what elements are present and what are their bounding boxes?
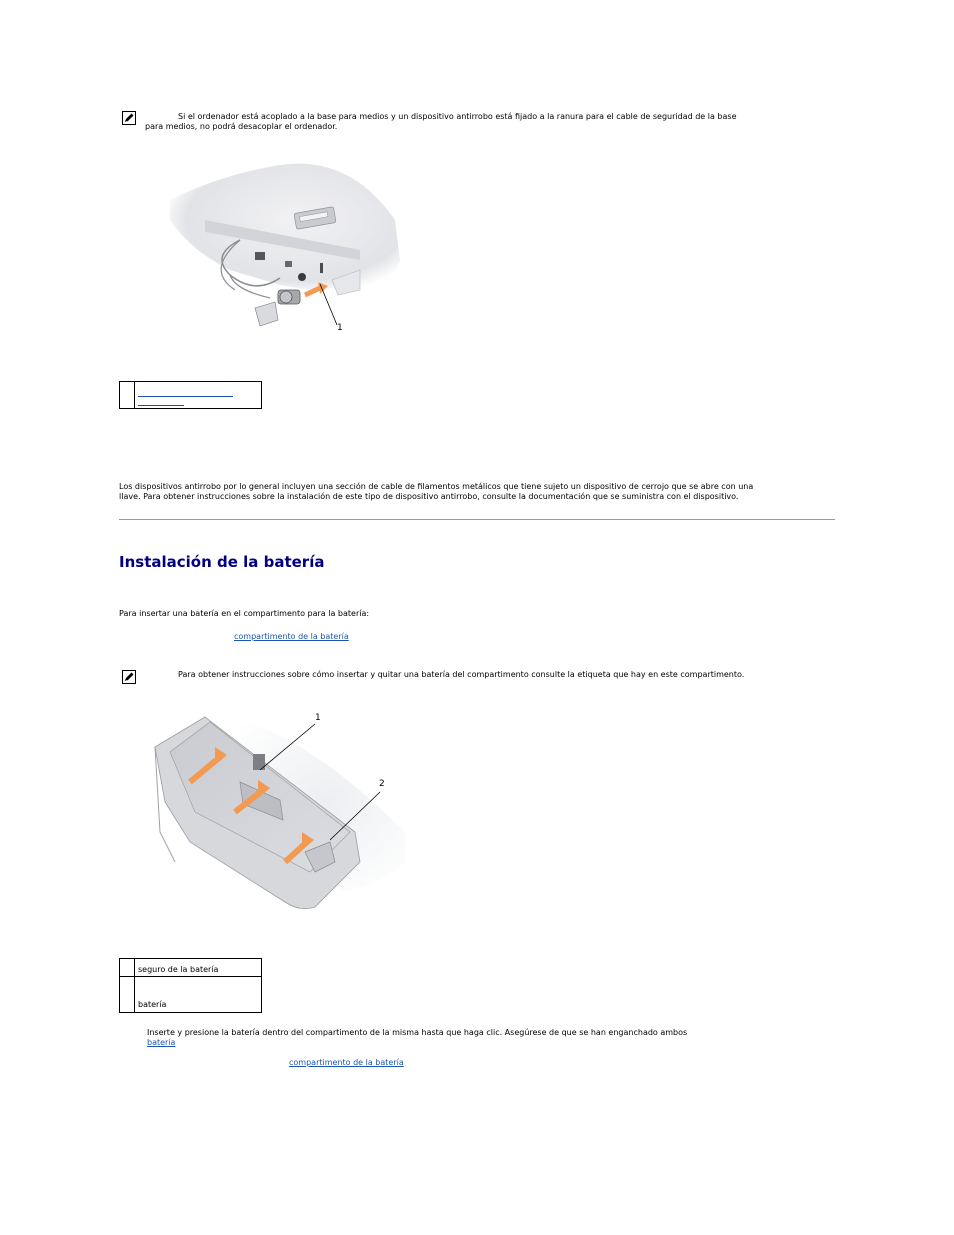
note-1-line-1: Si el ordenador está acoplado a la base para medios y un dispositivo antirrobo está fijado a la ranura para el cable de seguridad de la base xyxy=(178,112,737,121)
legend-label xyxy=(135,382,262,409)
figure-2-callout-2: 2 xyxy=(379,779,385,789)
battery-install-illustration xyxy=(145,712,410,917)
step-2-body: Inserte y presione la batería dentro del compartimento de la misma hasta que haga clic. Asegúrese de que se han enganchado ambos xyxy=(147,1028,688,1037)
battery-bay-link-2[interactable]: compartimento de la batería xyxy=(289,1058,404,1067)
note-2-text: Para obtener instrucciones sobre cómo insertar y quitar una batería del compartimento consulte la etiqueta que hay en este compartimento. xyxy=(178,670,745,679)
legend-label: seguro de la batería xyxy=(135,959,262,977)
battery-latch-link[interactable]: batería xyxy=(147,1038,176,1047)
note-pencil-icon xyxy=(122,670,136,684)
table-row xyxy=(120,977,262,1013)
legend-num xyxy=(120,977,135,1013)
legend-table-2 xyxy=(119,958,262,1013)
legend-table-1 xyxy=(119,381,262,409)
legend-num xyxy=(120,382,135,409)
paragraph-line-1: Los dispositivos antirrobo por lo general incluyen una sección de cable de filamentos metálicos que tiene sujeto un dispositivo de cerrojo que se abre con una xyxy=(119,482,754,491)
legend-num xyxy=(120,959,135,977)
battery-bay-link-1[interactable]: compartimento de la batería xyxy=(234,632,349,641)
broken-link-line[interactable] xyxy=(138,397,184,406)
note-1-line-2: para medios, no podrá desacoplar el ordenador. xyxy=(145,122,338,131)
section-title: Instalación de la batería xyxy=(119,553,325,571)
broken-link-line[interactable] xyxy=(138,389,233,397)
legend-label: batería xyxy=(135,977,262,1013)
table-row xyxy=(120,382,262,409)
paragraph-line-2: llave. Para obtener instrucciones sobre la instalación de este tipo de dispositivo antirrobo, consulte la documentación que se suministra con el dispositivo. xyxy=(119,492,739,501)
figure-2-callout-1: 1 xyxy=(315,713,321,723)
step-2-text xyxy=(147,1028,847,1038)
table-row xyxy=(120,959,262,977)
security-cable-illustration xyxy=(160,160,410,340)
broken-link-line[interactable] xyxy=(690,1028,750,1035)
divider xyxy=(119,519,835,520)
note-pencil-icon xyxy=(122,111,136,125)
section-intro: Para insertar una batería en el compartimento para la batería: xyxy=(119,609,370,618)
figure-1-callout-1: 1 xyxy=(337,323,343,333)
